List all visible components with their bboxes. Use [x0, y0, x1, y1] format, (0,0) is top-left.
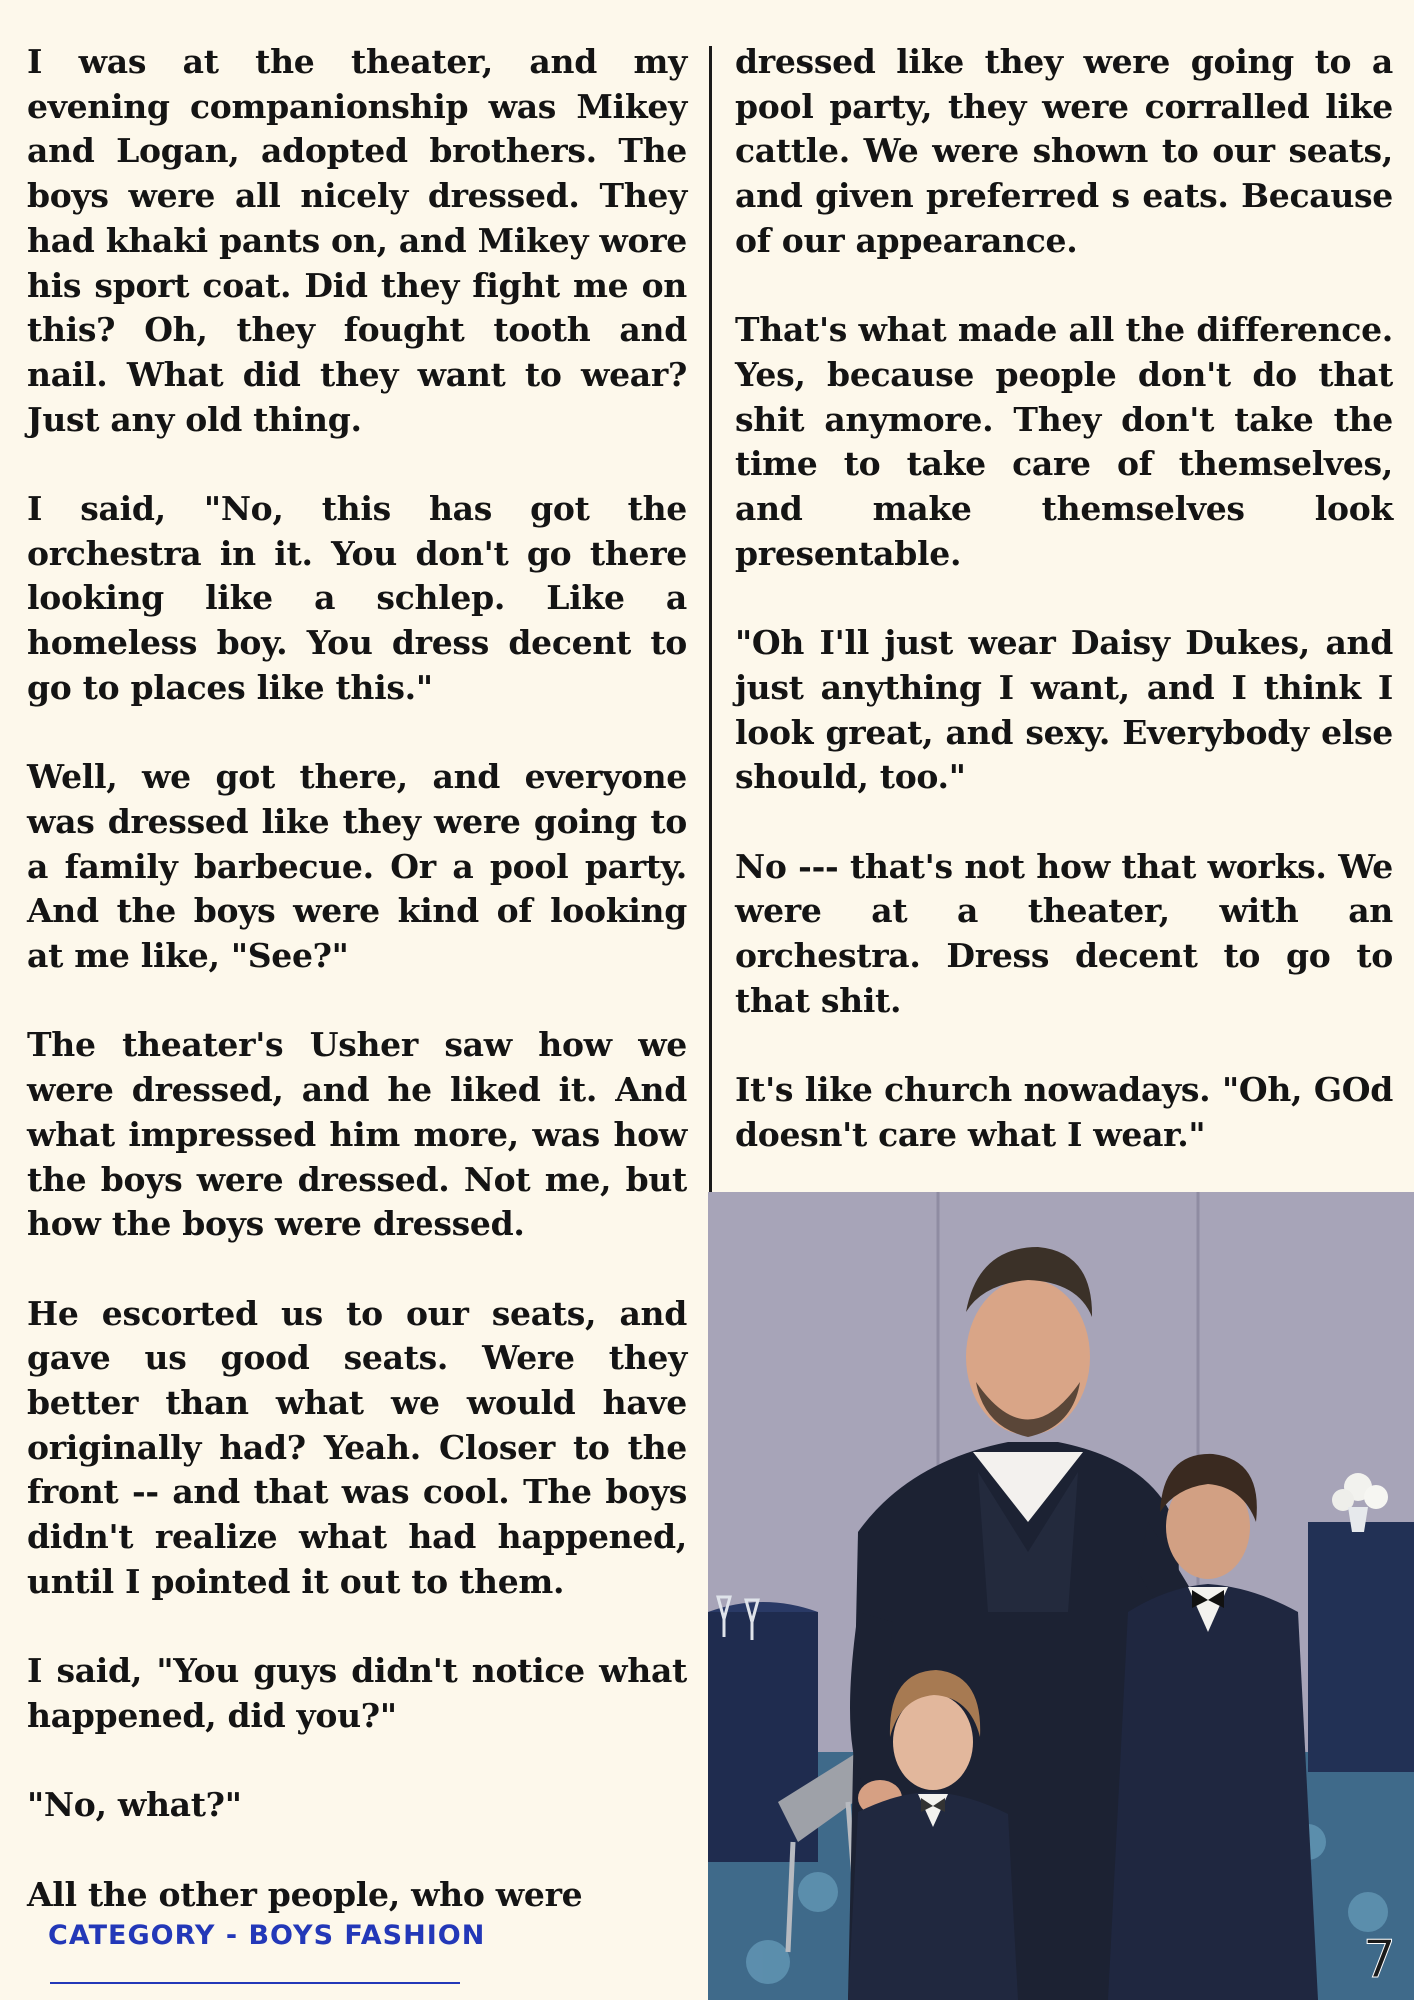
paragraph: dressed like they were going to a pool party, they were corralled like cattle. We were shown to our seats, and given preferred s eats. Because of our appearance. — [735, 42, 1393, 260]
paragraph: He escorted us to our seats, and gave us good seats. Were they better than what we would have originally had? Yeah. Closer to the front -- and that was cool. The boys didn't realize what had happened, until I pointed it out to them. — [27, 1293, 687, 1601]
family-photo — [708, 1192, 1414, 2000]
photo-illustration — [708, 1192, 1414, 2000]
paragraph: The theater's Usher saw how we were dressed, and he liked it. And what impressed him more, was how the boys were dressed. Not me, but how the boys were dressed. — [27, 1025, 687, 1244]
paragraph: All the other people, who were — [27, 1874, 583, 1914]
paragraph: I said, "No, this has got the orchestra in it. You don't go there looking like a schlep. Like a homeless boy. You dress decent to go to places like this." — [27, 489, 687, 707]
category-label: CATEGORY - BOYS FASHION — [48, 1920, 486, 1951]
paragraph: It's like church nowadays. "Oh, GOd doesn't care what I wear." — [735, 1070, 1393, 1154]
left-text-column — [27, 40, 687, 1917]
category-underline — [50, 1982, 460, 1984]
right-text-column — [735, 40, 1393, 1247]
paragraph: No --- that's not how that works. We were at a theater, with an orchestra. Dress decent to go to that shit. — [735, 846, 1393, 1020]
column-divider — [709, 46, 712, 1192]
paragraph: Well, we got there, and everyone was dressed like they were going to a family barbecue. Or a pool party. And the boys were kind of looking at me like, "See?" — [27, 757, 687, 976]
paragraph: I said, "You guys didn't notice what happened, did you?" — [27, 1651, 687, 1735]
paragraph: "No, what?" — [27, 1785, 242, 1825]
paragraph: I was at the theater, and my evening companionship was Mikey and Logan, adopted brothers. The boys were all nicely dressed. They had khaki pants on, and Mikey wore his sport coat. Did they fight me on this? Oh, they fought tooth and nail. What did they want to wear? Just any old thing. — [27, 42, 687, 439]
paragraph: That's what made all the difference. Yes, because people don't do that shit anymore. They don't take the time to take care of themselves, and make themselves look presentable. — [735, 310, 1393, 573]
page-number: 7 — [1362, 1930, 1396, 1990]
paragraph: "Oh I'll just wear Daisy Dukes, and just anything I want, and I think I look great, and sexy. Everybody else should, too." — [735, 623, 1393, 797]
